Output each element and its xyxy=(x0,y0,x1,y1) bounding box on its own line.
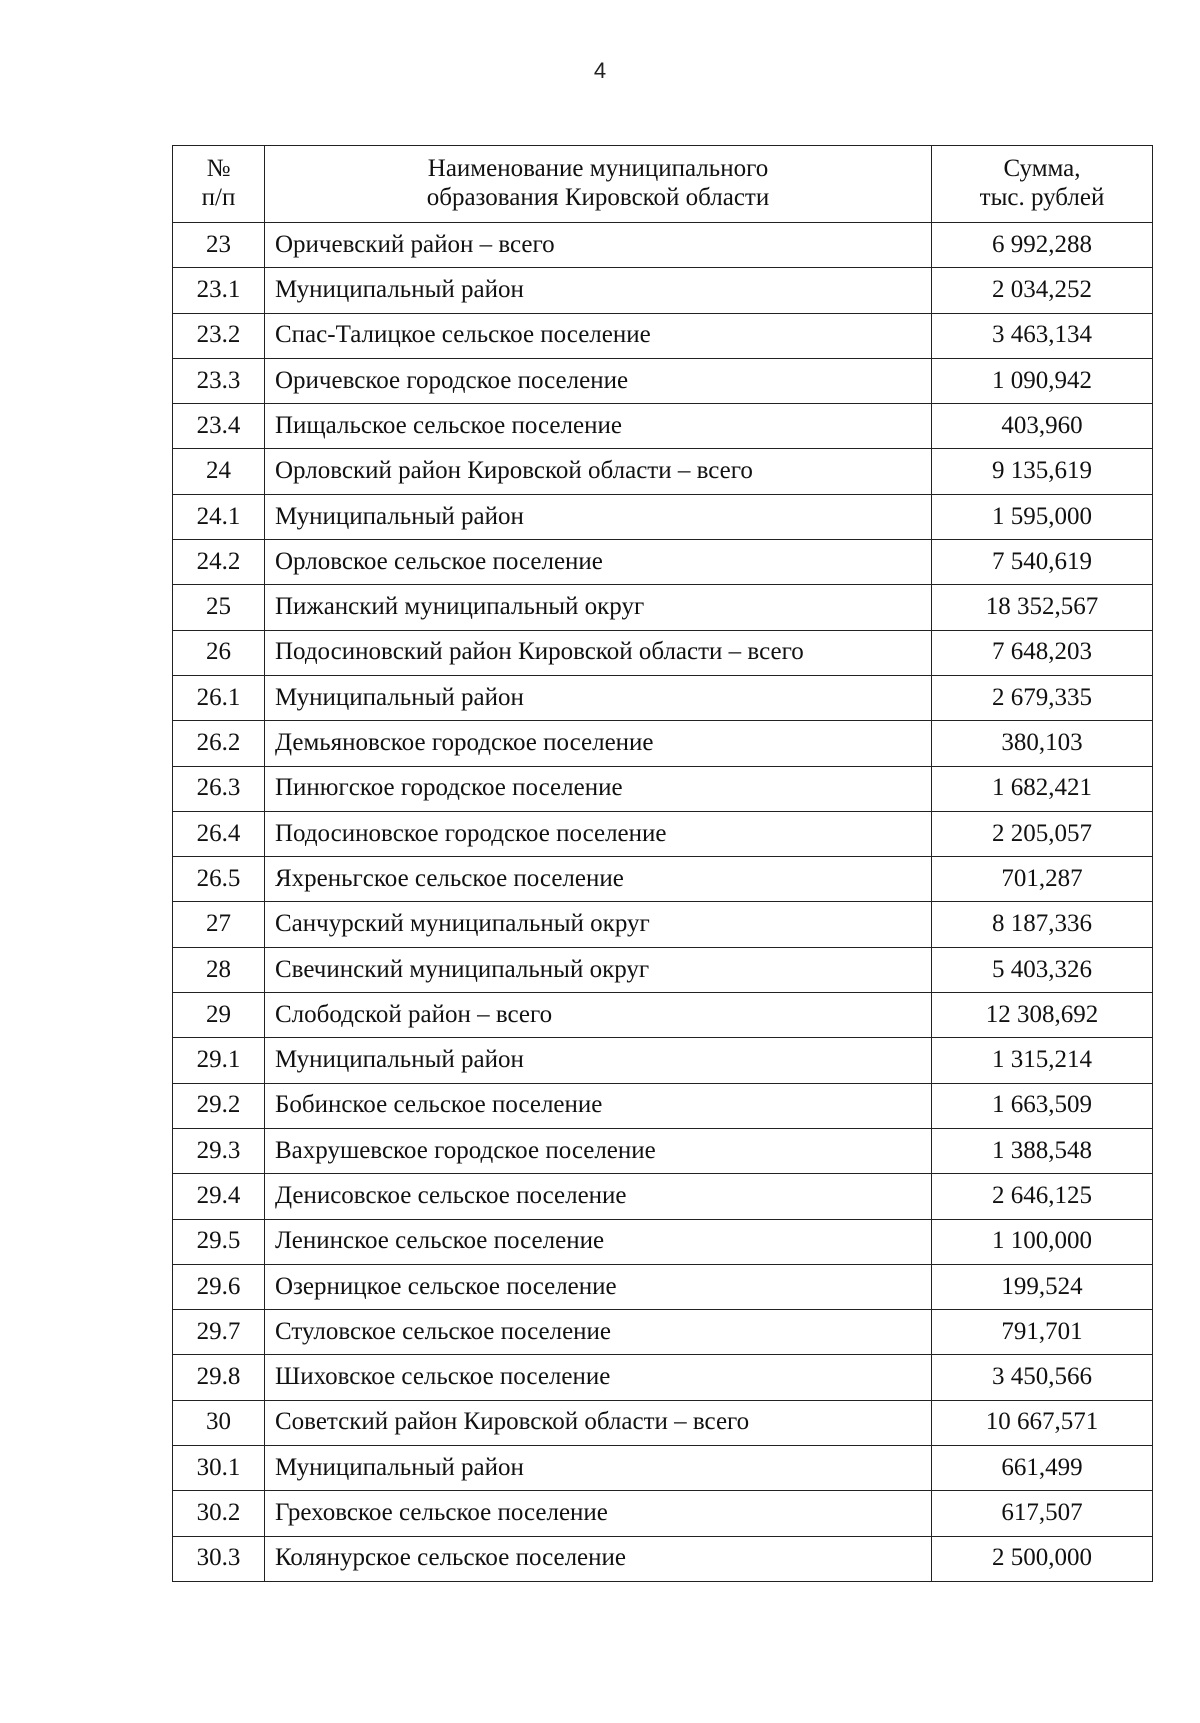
row-number: 29.5 xyxy=(173,1219,265,1264)
row-sum: 6 992,288 xyxy=(932,223,1153,268)
row-sum: 1 682,421 xyxy=(932,766,1153,811)
table-row xyxy=(173,1083,1153,1128)
row-name: Денисовское сельское поселение xyxy=(265,1174,932,1219)
row-number: 30.3 xyxy=(173,1536,265,1581)
table-row xyxy=(173,494,1153,539)
row-sum: 3 463,134 xyxy=(932,313,1153,358)
row-name: Санчурский муниципальный округ xyxy=(265,902,932,947)
table-row xyxy=(173,1219,1153,1264)
row-sum: 199,524 xyxy=(932,1264,1153,1309)
row-name: Бобинское сельское поселение xyxy=(265,1083,932,1128)
row-sum: 1 595,000 xyxy=(932,494,1153,539)
row-name: Озерницкое сельское поселение xyxy=(265,1264,932,1309)
table-body xyxy=(173,223,1153,1582)
row-number: 26.2 xyxy=(173,721,265,766)
row-name: Муниципальный район xyxy=(265,1446,932,1491)
header-name-line-2: образования Кировской области xyxy=(426,184,770,211)
row-name: Шиховское сельское поселение xyxy=(265,1355,932,1400)
row-name: Демьяновское городское поселение xyxy=(265,721,932,766)
row-number: 24 xyxy=(173,449,265,494)
table-row xyxy=(173,1400,1153,1445)
row-name: Слободской район – всего xyxy=(265,993,932,1038)
row-sum: 5 403,326 xyxy=(932,947,1153,992)
row-number: 29.3 xyxy=(173,1128,265,1173)
row-sum: 2 500,000 xyxy=(932,1536,1153,1581)
row-number: 24.2 xyxy=(173,540,265,585)
row-name: Муниципальный район xyxy=(265,675,932,720)
header-number xyxy=(173,146,265,223)
row-sum: 2 034,252 xyxy=(932,268,1153,313)
table-row xyxy=(173,540,1153,585)
row-sum: 8 187,336 xyxy=(932,902,1153,947)
header-name-line-1: Наименование муниципального xyxy=(427,155,769,183)
row-sum: 1 315,214 xyxy=(932,1038,1153,1083)
allocation-table xyxy=(172,145,1153,1582)
row-number: 26.1 xyxy=(173,675,265,720)
row-number: 29.4 xyxy=(173,1174,265,1219)
table-row xyxy=(173,1355,1153,1400)
row-name: Греховское сельское поселение xyxy=(265,1491,932,1536)
row-name: Ленинское сельское поселение xyxy=(265,1219,932,1264)
row-number: 29.2 xyxy=(173,1083,265,1128)
header-sum-line-2: тыс. рублей xyxy=(979,184,1105,211)
row-sum: 403,960 xyxy=(932,404,1153,449)
row-name: Стуловское сельское поселение xyxy=(265,1310,932,1355)
row-number: 26 xyxy=(173,630,265,675)
row-number: 29.7 xyxy=(173,1310,265,1355)
table-row xyxy=(173,1536,1153,1581)
row-number: 26.3 xyxy=(173,766,265,811)
table-row xyxy=(173,1174,1153,1219)
table-row xyxy=(173,313,1153,358)
row-sum: 1 388,548 xyxy=(932,1128,1153,1173)
row-sum: 3 450,566 xyxy=(932,1355,1153,1400)
header-name xyxy=(265,146,932,223)
row-name: Оричевское городское поселение xyxy=(265,358,932,403)
row-sum: 2 205,057 xyxy=(932,811,1153,856)
table-row xyxy=(173,358,1153,403)
row-name: Муниципальный район xyxy=(265,268,932,313)
row-number: 26.4 xyxy=(173,811,265,856)
row-number: 30 xyxy=(173,1400,265,1445)
row-sum: 617,507 xyxy=(932,1491,1153,1536)
row-number: 29.1 xyxy=(173,1038,265,1083)
table-header-row xyxy=(173,146,1153,223)
row-sum: 2 646,125 xyxy=(932,1174,1153,1219)
row-sum: 1 090,942 xyxy=(932,358,1153,403)
row-name: Орловский район Кировской области – всего xyxy=(265,449,932,494)
row-number: 30.1 xyxy=(173,1446,265,1491)
row-sum: 12 308,692 xyxy=(932,993,1153,1038)
row-sum: 380,103 xyxy=(932,721,1153,766)
row-name: Пинюгское городское поселение xyxy=(265,766,932,811)
row-name: Оричевский район – всего xyxy=(265,223,932,268)
table-row xyxy=(173,993,1153,1038)
table-row xyxy=(173,404,1153,449)
row-sum: 661,499 xyxy=(932,1446,1153,1491)
row-number: 26.5 xyxy=(173,857,265,902)
row-name: Колянурское сельское поселение xyxy=(265,1536,932,1581)
row-name: Спас-Талицкое сельское поселение xyxy=(265,313,932,358)
row-name: Свечинский муниципальный округ xyxy=(265,947,932,992)
table-row xyxy=(173,585,1153,630)
table-row xyxy=(173,811,1153,856)
row-number: 24.1 xyxy=(173,494,265,539)
row-number: 25 xyxy=(173,585,265,630)
row-sum: 701,287 xyxy=(932,857,1153,902)
row-name: Орловское сельское поселение xyxy=(265,540,932,585)
header-number-line-2: п/п xyxy=(201,184,236,211)
header-sum-line-1: Сумма, xyxy=(1003,155,1081,183)
table-row xyxy=(173,766,1153,811)
row-number: 29.6 xyxy=(173,1264,265,1309)
row-sum: 2 679,335 xyxy=(932,675,1153,720)
row-number: 27 xyxy=(173,902,265,947)
row-sum: 18 352,567 xyxy=(932,585,1153,630)
row-number: 23.1 xyxy=(173,268,265,313)
table-row xyxy=(173,1264,1153,1309)
table-row xyxy=(173,1310,1153,1355)
table-row xyxy=(173,449,1153,494)
table-row xyxy=(173,902,1153,947)
row-name: Подосиновский район Кировской области – всего xyxy=(265,630,932,675)
row-sum: 10 667,571 xyxy=(932,1400,1153,1445)
table-row xyxy=(173,721,1153,766)
row-sum: 791,701 xyxy=(932,1310,1153,1355)
row-number: 29 xyxy=(173,993,265,1038)
table-row xyxy=(173,1491,1153,1536)
table-row xyxy=(173,268,1153,313)
row-name: Муниципальный район xyxy=(265,494,932,539)
table-row xyxy=(173,947,1153,992)
row-number: 30.2 xyxy=(173,1491,265,1536)
row-sum: 1 663,509 xyxy=(932,1083,1153,1128)
row-name: Советский район Кировской области – всего xyxy=(265,1400,932,1445)
row-name: Подосиновское городское поселение xyxy=(265,811,932,856)
row-number: 23.4 xyxy=(173,404,265,449)
table-row xyxy=(173,630,1153,675)
table-row xyxy=(173,1128,1153,1173)
row-number: 23.3 xyxy=(173,358,265,403)
table-row xyxy=(173,1446,1153,1491)
row-sum: 7 540,619 xyxy=(932,540,1153,585)
row-number: 23 xyxy=(173,223,265,268)
row-name: Яхреньгское сельское поселение xyxy=(265,857,932,902)
row-sum: 1 100,000 xyxy=(932,1219,1153,1264)
row-name: Пижанский муниципальный округ xyxy=(265,585,932,630)
row-sum: 7 648,203 xyxy=(932,630,1153,675)
table-row xyxy=(173,223,1153,268)
header-number-line-1: № xyxy=(206,155,231,183)
row-sum: 9 135,619 xyxy=(932,449,1153,494)
table-row xyxy=(173,857,1153,902)
row-name: Муниципальный район xyxy=(265,1038,932,1083)
page-number: 4 xyxy=(593,58,607,83)
row-number: 28 xyxy=(173,947,265,992)
row-number: 23.2 xyxy=(173,313,265,358)
table-row xyxy=(173,1038,1153,1083)
header-sum xyxy=(932,146,1153,223)
table-row xyxy=(173,675,1153,720)
row-name: Вахрушевское городское поселение xyxy=(265,1128,932,1173)
row-name: Пищальское сельское поселение xyxy=(265,404,932,449)
row-number: 29.8 xyxy=(173,1355,265,1400)
